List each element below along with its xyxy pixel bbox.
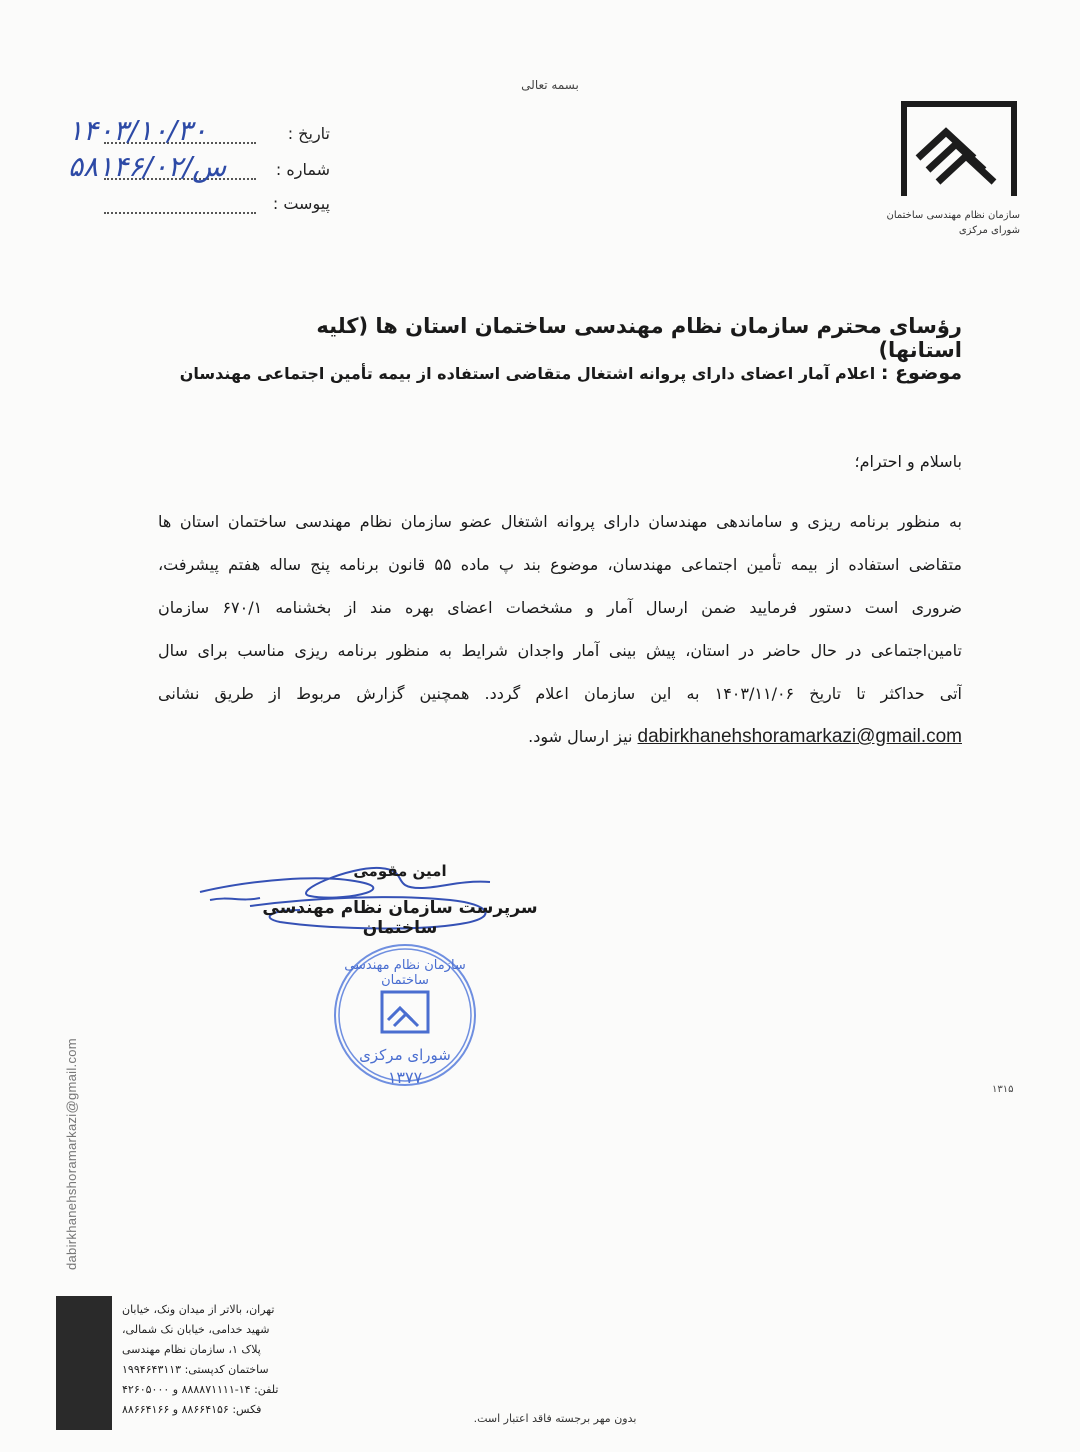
- body-line: آتی حداکثر تا تاریخ ۱۴۰۳/۱۱/۰۶ به این سازمان اعلام گردد. همچنین گزارش مربوط از طریق نشانی: [158, 684, 962, 703]
- date-value: ۱۴۰۳/۱۰/۳۰: [68, 114, 208, 147]
- body-last-line: [158, 715, 962, 758]
- attachment-label: پیوست :: [272, 194, 330, 213]
- body-last-suffix: نیز ارسال شود.: [528, 727, 633, 746]
- signatory-title: سرپرست سازمان نظام مهندسی ساختمان: [262, 898, 538, 938]
- address-line: تهران، بالاتر از میدان ونک، خیابان: [122, 1303, 275, 1316]
- side-email: dabirkhanehshoramarkazi@gmail.com: [64, 1038, 79, 1270]
- recipient: رؤسای محترم سازمان نظام مهندسی ساختمان استان ها (کلیه استانها): [316, 314, 962, 362]
- number-value: ۵۸۱۴۶/س/۰۲: [68, 150, 227, 183]
- address-line: شهید خدامی، خیابان نک شمالی،: [122, 1323, 270, 1336]
- signatory-name: امین مقومی: [353, 862, 447, 880]
- subject-line: [162, 362, 962, 384]
- body-line: به منظور برنامه ریزی و ساماندهی مهندسان دارای پروانه اشتغال عضو سازمان نظام مهندسی ساختمان استان ها: [158, 512, 962, 531]
- bismillah: بسمه تعالی: [521, 78, 579, 92]
- organization-name: [880, 208, 1020, 238]
- logo-line: سازمان نظام مهندسی ساختمان: [886, 210, 1020, 221]
- subject-text: اعلام آمار اعضای دارای پروانه اشتغال متقاضی استفاده از بیمه تأمین اجتماعی مهندسان: [179, 364, 876, 383]
- reference-code: ۱۳۱۵: [992, 1084, 1014, 1095]
- footer-note: بدون مهر برجسته فاقد اعتبار است.: [473, 1412, 637, 1425]
- address-line: ساختمان کدپستی: ۱۹۹۴۶۴۳۱۱۳: [122, 1363, 269, 1376]
- attachment-dotted-line: [104, 212, 256, 214]
- footer-address: [122, 1300, 322, 1420]
- number-label: شماره :: [275, 160, 330, 179]
- email-link[interactable]: dabirkhanehshoramarkazi@gmail.com: [637, 726, 962, 747]
- logo-line: شورای مرکزی: [958, 225, 1020, 236]
- body-line: ضروری است دستور فرمایید ضمن ارسال آمار و مشخصات اعضای بهره مند از بخشنامه ۶۷۰/۱ سازمان: [158, 598, 962, 617]
- date-row: [60, 114, 330, 150]
- date-label: تاریخ :: [287, 124, 330, 143]
- organization-logo-icon: [898, 100, 1020, 210]
- attachment-row: [60, 190, 330, 220]
- stamp-bottom-text: شورای مرکزی: [359, 1046, 451, 1064]
- body-line: تامین‌اجتماعی در حال حاضر در استان، پیش بینی آمار واجدان شرایط به منظور برنامه ریزی مناسب برای سال: [158, 641, 962, 660]
- address-line: فکس: ۸۸۶۶۴۱۵۶ و ۸۸۶۶۴۱۶۶: [122, 1403, 262, 1416]
- greeting: باسلام و احترام؛: [854, 452, 962, 471]
- subject-label: موضوع :: [880, 362, 962, 384]
- address-line: پلاک ۱، سازمان نظام مهندسی: [122, 1343, 261, 1356]
- stamp-top-text: سازمان نظام مهندسی ساختمان: [344, 958, 466, 988]
- body-line: متقاضی استفاده از بیمه تأمین اجتماعی مهندسان، موضوع بند پ ماده ۵۵ قانون برنامه پنج ساله هفتم پیشرفت،: [158, 555, 962, 574]
- body-paragraph: [158, 500, 962, 758]
- footer-bar: [56, 1296, 112, 1430]
- number-row: [60, 150, 330, 186]
- address-line: تلفن: ۱۴-۸۸۸۸۷۱۱۱۱ و ۴۲۶۰۵۰۰۰: [122, 1383, 279, 1396]
- stamp-year: ۱۳۷۷: [387, 1068, 423, 1087]
